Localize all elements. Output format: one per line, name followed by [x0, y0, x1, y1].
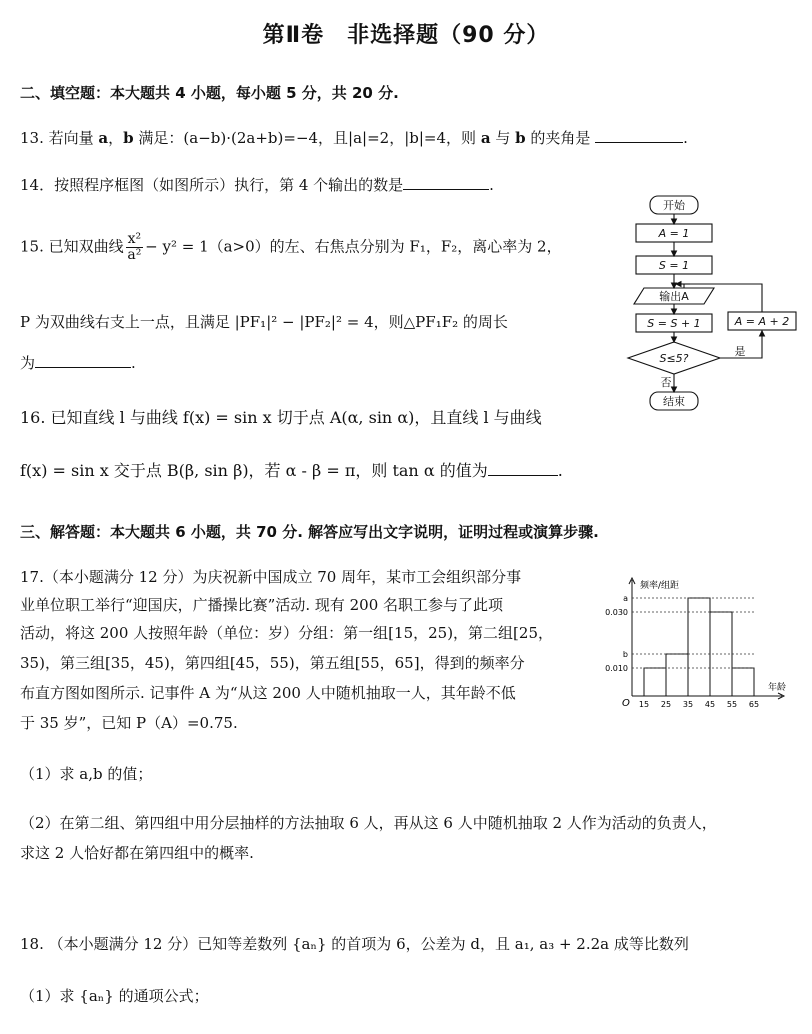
flow-start-label: 开始	[663, 199, 685, 212]
question-17-part2-line2: 求这 2 人恰好都在第四组中的概率.	[20, 844, 254, 862]
answer-blank-13[interactable]	[595, 128, 683, 143]
flow-a1-label: A = 1	[658, 227, 690, 240]
flow-no-label: 否	[660, 376, 672, 389]
section-fill-blank-heading: 二、填空题：本大题共 4 小题，每小题 5 分，共 20 分.	[20, 84, 399, 102]
frequency-histogram	[604, 574, 796, 722]
histogram-bar	[666, 654, 688, 696]
flow-s1-label: S = 1	[658, 259, 690, 272]
y-tick-label: a	[623, 594, 628, 603]
question-17-line5: 布直方图如图所示. 记事件 A 为“从这 200 人中随机抽取一人，其年龄不低	[20, 684, 516, 702]
histogram-bar	[732, 668, 754, 696]
question-16-line1: 16. 已知直线 l 与曲线 f(x) = sin x 切于点 A(α, sin α)，且直线 l 与曲线	[20, 408, 542, 427]
question-17-line6: 于 35 岁”，已知 P（A）=0.75.	[20, 714, 238, 732]
answer-blank-16[interactable]	[488, 461, 558, 476]
x-tick-label: 35	[682, 700, 694, 709]
question-15-line1: 15. 已知双曲线 $\frac{\text{x²}}{\text{a²}}$ − y² = 1（a>0）的左、右焦点分别为 F₁，F₂，离心率为 2，	[20, 231, 562, 263]
y-tick-label: b	[622, 650, 628, 659]
flow-yes-label: 是	[734, 345, 746, 358]
question-14: 14．按照程序框图（如图所示）执行，第 4 个输出的数是 .	[20, 176, 494, 194]
flow-condition-label: S≤5?	[659, 352, 689, 365]
question-18-part1: （1）求 {aₙ} 的通项公式；	[20, 987, 209, 1005]
section-answer-heading: 三、解答题：本大题共 6 小题，共 70 分. 解答应写出文字说明，证明过程或演算步骤.	[20, 523, 599, 541]
x-tick-label: 65	[748, 700, 760, 709]
x-tick-label: 15	[638, 700, 650, 709]
answer-blank-15[interactable]	[35, 353, 131, 368]
x-tick-label: 55	[726, 700, 738, 709]
flow-output-label: 输出A	[659, 290, 689, 303]
x-tick-label: 25	[660, 700, 672, 709]
x-tick-label: 45	[704, 700, 716, 709]
question-17-line1: 17.（本小题满分 12 分）为庆祝新中国成立 70 周年，某市工会组织部分事	[20, 568, 522, 586]
histogram-bar	[644, 668, 666, 696]
histogram-ylabel: 频率/组距	[640, 581, 680, 591]
question-17-part2-line1: （2）在第二组、第四组中用分层抽样的方法抽取 6 人，再从这 6 人中随机抽取 2 人作为活动的负责人，	[20, 814, 717, 832]
histogram-origin: O	[622, 698, 630, 709]
histogram-xlabel: 年龄	[768, 683, 787, 693]
y-tick-label: 0.030	[605, 608, 628, 617]
flow-aa-label: A = A + 2	[734, 315, 790, 328]
question-13: 13. 若向量 a，b 满足：(a−b)·(2a+b)=−4，且|a|=2，|b|=4，则 a 与 b 的夹角是 .	[20, 129, 688, 147]
question-17-line3: 活动，将这 200 人按照年龄（单位：岁）分组：第一组[15，25)，第二组[25，	[20, 624, 553, 642]
question-15-line3: 为 .	[20, 354, 136, 372]
histogram-bar	[688, 598, 710, 696]
page-title: 第Ⅱ卷 非选择题（90 分）	[262, 23, 550, 48]
question-16-line2: f(x) = sin x 交于点 B(β, sin β)，若 α - β = π，则 tan α 的值为 .	[20, 461, 563, 480]
fraction-x2-a2: $\frac{\text{x²}}{\text{a²}}$	[127, 231, 142, 263]
answer-blank-14[interactable]	[403, 175, 489, 190]
y-tick-label: 0.010	[605, 664, 628, 673]
flow-end-label: 结束	[663, 395, 685, 408]
question-15-line2: P 为双曲线右支上一点，且满足 |PF₁|² − |PF₂|² = 4，则△PF₁F₂ 的周长	[20, 313, 508, 331]
question-17-line4: 35)，第三组[35，45)，第四组[45，55)，第五组[55，65]，得到的频率分	[20, 654, 525, 672]
question-17-part1: （1）求 a,b 的值；	[20, 765, 153, 783]
program-flowchart	[620, 192, 800, 418]
flow-ss-label: S = S + 1	[647, 317, 701, 330]
question-18-line1: 18. （本小题满分 12 分）已知等差数列 {aₙ} 的首项为 6，公差为 d，且 a₁, a₃ + 2.2a 成等比数列	[20, 935, 689, 953]
question-17-line2: 业单位职工举行“迎国庆，广播操比赛”活动. 现有 200 名职工参与了此项	[20, 596, 504, 614]
